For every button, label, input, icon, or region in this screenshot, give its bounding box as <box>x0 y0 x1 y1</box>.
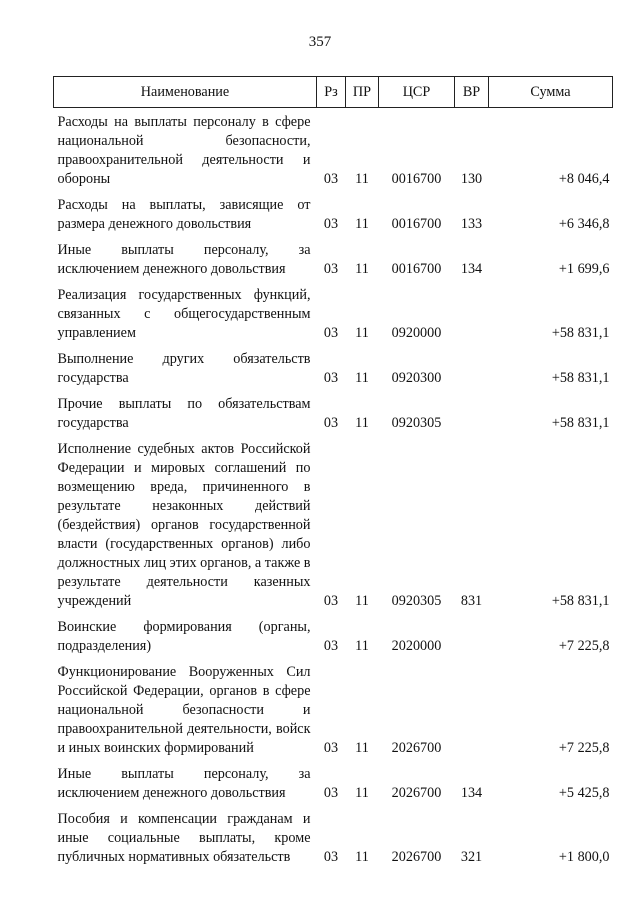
table-row <box>54 658 613 760</box>
row-name: Иные выплаты персоналу, за исключением денежного довольствия <box>57 766 311 801</box>
row-sum: +1 699,6 <box>558 261 610 277</box>
row-rz: 03 <box>323 261 339 277</box>
row-pr: 11 <box>355 785 369 801</box>
row-sum: +1 800,0 <box>558 849 610 865</box>
row-rz: 03 <box>323 638 339 654</box>
row-csr: 2026700 <box>391 849 442 865</box>
row-name: Иные выплаты персоналу, за исключением денежного довольствия <box>57 242 311 277</box>
header-sum: Сумма <box>489 77 613 108</box>
row-vr <box>455 345 489 390</box>
row-name: Расходы на выплаты персоналу в сфере национальной безопасности, правоохранительной деятельности и обороны <box>57 114 311 187</box>
row-rz: 03 <box>323 785 339 801</box>
row-csr: 2026700 <box>391 785 442 801</box>
row-pr: 11 <box>355 415 369 431</box>
row-pr: 11 <box>355 593 369 609</box>
row-vr: 831 <box>460 593 483 609</box>
row-csr: 0016700 <box>391 216 442 232</box>
row-vr <box>455 658 489 760</box>
row-vr: 133 <box>460 216 483 232</box>
row-csr: 0920000 <box>391 325 442 341</box>
page-number: 357 <box>308 34 332 50</box>
row-sum: +58 831,1 <box>551 415 610 431</box>
row-csr: 0920305 <box>391 415 442 431</box>
header-pr: ПР <box>346 77 379 108</box>
row-rz: 03 <box>323 849 339 865</box>
header-csr: ЦСР <box>379 77 455 108</box>
row-vr <box>455 390 489 435</box>
row-vr: 134 <box>460 261 483 277</box>
row-sum: +58 831,1 <box>551 370 610 386</box>
row-rz: 03 <box>323 216 339 232</box>
row-pr: 11 <box>355 638 369 654</box>
row-pr: 11 <box>355 740 369 756</box>
row-name: Расходы на выплаты, зависящие от размера денежного довольствия <box>57 197 311 232</box>
row-pr: 11 <box>355 261 369 277</box>
row-sum: +7 225,8 <box>558 740 610 756</box>
row-csr: 2026700 <box>391 740 442 756</box>
row-rz: 03 <box>323 415 339 431</box>
table-row <box>54 108 613 192</box>
row-sum: +58 831,1 <box>551 593 610 609</box>
table-row <box>54 281 613 345</box>
row-name: Функционирование Вооруженных Сил Российской Федерации, органов в сфере национальной безопасности и правоохранительной деятельности, войск и иных воинских формирований <box>57 664 311 756</box>
table-row <box>54 390 613 435</box>
row-rz: 03 <box>323 740 339 756</box>
table-row <box>54 236 613 281</box>
row-name: Пособия и компенсации гражданам и иные социальные выплаты, кроме публичных нормативных обязательств <box>57 811 311 865</box>
row-csr: 0920300 <box>391 370 442 386</box>
table-row <box>54 613 613 658</box>
row-vr <box>455 281 489 345</box>
row-vr: 130 <box>460 171 483 187</box>
row-vr: 321 <box>460 849 483 865</box>
row-csr: 0016700 <box>391 261 442 277</box>
row-rz: 03 <box>323 370 339 386</box>
row-rz: 03 <box>323 593 339 609</box>
row-pr: 11 <box>355 171 369 187</box>
row-name: Прочие выплаты по обязательствам государства <box>57 396 311 431</box>
table-row <box>54 345 613 390</box>
row-csr: 2020000 <box>391 638 442 654</box>
row-sum: +58 831,1 <box>551 325 610 341</box>
table-row <box>54 191 613 236</box>
row-name: Реализация государственных функций, связанных с общегосударственным управлением <box>57 287 311 341</box>
row-sum: +6 346,8 <box>558 216 610 232</box>
table-row <box>54 805 613 869</box>
row-name: Исполнение судебных актов Российской Федерации и мировых соглашений по возмещению вреда, причиненного в результате незаконных действий (бездействия) органов государственной власти (государственных органов) либо должностных лиц этих органов, а также в результате деятельности казенных учреждений <box>57 441 311 609</box>
row-sum: +8 046,4 <box>558 171 610 187</box>
row-csr: 0920305 <box>391 593 442 609</box>
table-row <box>54 760 613 805</box>
row-name: Выполнение других обязательств государства <box>57 351 311 386</box>
row-sum: +7 225,8 <box>558 638 610 654</box>
row-name: Воинские формирования (органы, подразделения) <box>57 619 311 654</box>
row-rz: 03 <box>323 171 339 187</box>
row-pr: 11 <box>355 216 369 232</box>
row-rz: 03 <box>323 325 339 341</box>
row-sum: +5 425,8 <box>558 785 610 801</box>
row-pr: 11 <box>355 370 369 386</box>
table-row <box>54 435 613 613</box>
budget-table <box>53 76 613 869</box>
header-rz: Рз <box>317 77 346 108</box>
header-vr: ВР <box>455 77 489 108</box>
row-vr <box>455 613 489 658</box>
row-vr: 134 <box>460 785 483 801</box>
table-header-row <box>54 77 613 108</box>
row-csr: 0016700 <box>391 171 442 187</box>
row-pr: 11 <box>355 849 369 865</box>
header-name: Наименование <box>54 77 317 108</box>
row-pr: 11 <box>355 325 369 341</box>
